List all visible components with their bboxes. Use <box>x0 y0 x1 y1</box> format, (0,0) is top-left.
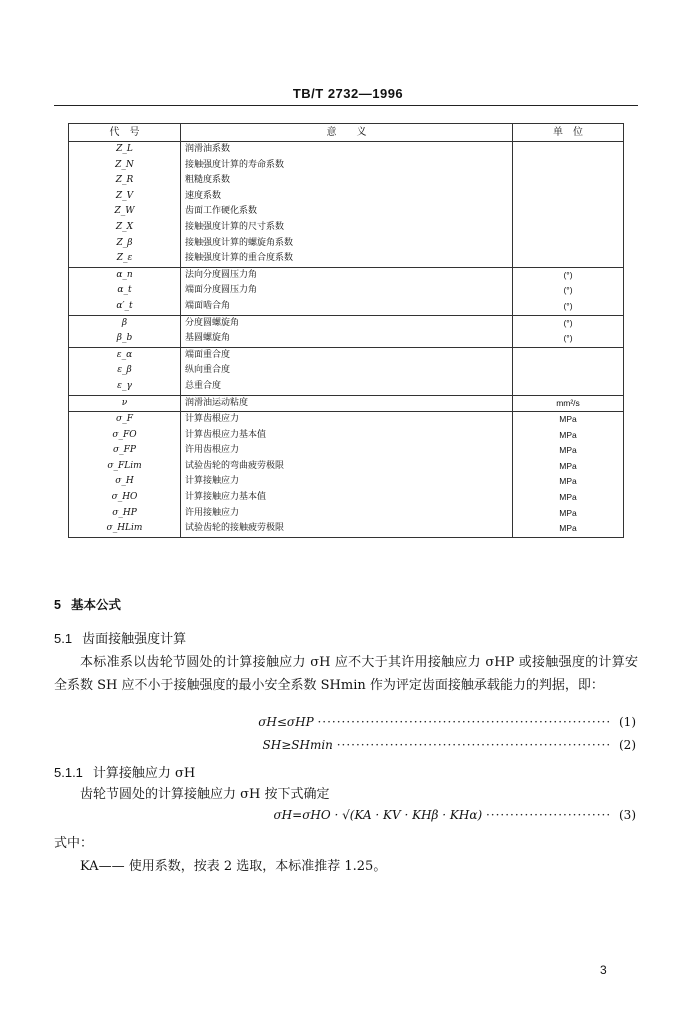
section-title: 计算接触应力 σH <box>92 766 196 781</box>
symbol-code: ε_β <box>69 363 181 379</box>
symbol-meaning: 总重合度 <box>181 379 513 395</box>
symbol-code: ε_γ <box>69 379 181 395</box>
table-row <box>69 521 624 537</box>
symbol-unit: MPa <box>513 412 624 428</box>
symbol-unit: MPa <box>513 459 624 475</box>
symbol-unit <box>513 142 624 158</box>
symbol-meaning: 试验齿轮的接触疲劳极限 <box>181 521 513 537</box>
symbol-meaning: 许用齿根应力 <box>181 443 513 459</box>
symbol-code: Z_X <box>69 220 181 236</box>
symbol-unit: MPa <box>513 521 624 537</box>
formula-2 <box>263 738 636 752</box>
symbol-code: α_n <box>69 267 181 283</box>
symbol-code: σ_HLim <box>69 521 181 537</box>
ka-definition: KA—— 使用系数，按表 2 选取，本标准推荐 1.25。 <box>80 859 387 874</box>
symbol-meaning: 许用接触应力 <box>181 506 513 522</box>
symbol-meaning: 接触强度计算的尺寸系数 <box>181 220 513 236</box>
symbol-meaning: 齿面工作硬化系数 <box>181 204 513 220</box>
symbol-meaning: 接触强度计算的重合度系数 <box>181 251 513 267</box>
symbol-code: σ_FP <box>69 443 181 459</box>
table-header-unit: 单 位 <box>513 124 624 142</box>
formula-1 <box>258 715 636 729</box>
document-header: TB/T 2732—1996 <box>292 86 404 101</box>
symbol-code: σ_HO <box>69 490 181 506</box>
symbol-unit <box>513 379 624 395</box>
formula-expression: σH=σHO · √(KA · KV · KHβ · KHα) <box>273 808 483 822</box>
table-row <box>69 236 624 252</box>
table-row <box>69 490 624 506</box>
page-number: 3 <box>600 963 607 977</box>
table-row <box>69 379 624 395</box>
table-header-meaning: 意 义 <box>181 124 513 142</box>
symbol-meaning: 润滑油运动粘度 <box>181 395 513 412</box>
symbol-code: Z_L <box>69 142 181 158</box>
section-number: 5.1.1 <box>54 765 83 780</box>
symbol-code: α_t <box>69 283 181 299</box>
table-row <box>69 189 624 205</box>
symbol-code: β <box>69 315 181 331</box>
symbol-meaning: 试验齿轮的弯曲疲劳极限 <box>181 459 513 475</box>
symbol-code: Z_ε <box>69 251 181 267</box>
section-title: 齿面接触强度计算 <box>82 632 187 647</box>
symbol-unit: MPa <box>513 474 624 490</box>
table-row <box>69 158 624 174</box>
symbol-meaning: 接触强度计算的寿命系数 <box>181 158 513 174</box>
formula-number: (1) <box>619 715 636 729</box>
section-5-heading <box>54 595 121 613</box>
table-row <box>69 267 624 283</box>
table-row <box>69 283 624 299</box>
symbol-unit <box>513 220 624 236</box>
symbol-meaning: 计算接触应力 <box>181 474 513 490</box>
section-number: 5.1 <box>54 631 73 646</box>
symbol-code: σ_F <box>69 412 181 428</box>
formula-3 <box>273 808 636 822</box>
formula-number: (3) <box>619 808 636 822</box>
table-row <box>69 204 624 220</box>
symbol-unit: MPa <box>513 443 624 459</box>
symbol-meaning: 端面啮合角 <box>181 299 513 315</box>
table-row <box>69 443 624 459</box>
symbol-code: σ_FO <box>69 428 181 444</box>
symbol-unit <box>513 189 624 205</box>
table-row <box>69 459 624 475</box>
formula-expression: SH≥SHmin <box>262 738 333 752</box>
table-row <box>69 347 624 363</box>
symbol-unit: mm²/s <box>513 395 624 412</box>
symbol-unit: (°) <box>513 315 624 331</box>
where-label: 式中： <box>54 836 94 851</box>
symbol-code: σ_FLim <box>69 459 181 475</box>
symbol-unit: (°) <box>513 283 624 299</box>
symbol-unit <box>513 158 624 174</box>
section-5-1-heading <box>54 628 186 647</box>
leader-dots: ························································· <box>336 738 612 752</box>
header-rule <box>54 105 638 106</box>
symbol-unit: (°) <box>513 267 624 283</box>
symbol-code: α′_t <box>69 299 181 315</box>
table-row <box>69 220 624 236</box>
symbol-code: ν <box>69 395 181 412</box>
symbol-code: Z_β <box>69 236 181 252</box>
symbol-meaning: 速度系数 <box>181 189 513 205</box>
table-row <box>69 506 624 522</box>
symbol-code: Z_V <box>69 189 181 205</box>
symbol-unit <box>513 236 624 252</box>
formula-expression: σH≤σHP <box>258 715 314 729</box>
symbol-code: Z_R <box>69 173 181 189</box>
symbol-code: σ_H <box>69 474 181 490</box>
symbol-unit <box>513 204 624 220</box>
section-number: 5 <box>54 598 61 612</box>
symbol-meaning: 基圆螺旋角 <box>181 331 513 347</box>
table-row <box>69 142 624 158</box>
symbol-unit <box>513 173 624 189</box>
symbol-code: β_b <box>69 331 181 347</box>
table-row <box>69 363 624 379</box>
table-row <box>69 331 624 347</box>
symbol-meaning: 计算齿根应力基本值 <box>181 428 513 444</box>
symbol-code: ε_α <box>69 347 181 363</box>
symbol-meaning: 纵向重合度 <box>181 363 513 379</box>
table-row <box>69 395 624 412</box>
leader-dots: ····························································· <box>317 715 612 729</box>
leader-dots: ·························· <box>485 808 612 822</box>
symbol-meaning: 端面重合度 <box>181 347 513 363</box>
symbol-unit: MPa <box>513 506 624 522</box>
symbol-meaning: 计算接触应力基本值 <box>181 490 513 506</box>
symbol-table <box>68 123 624 538</box>
symbol-meaning: 接触强度计算的螺旋角系数 <box>181 236 513 252</box>
symbol-unit: MPa <box>513 428 624 444</box>
section-5-1-paragraph: 本标准系以齿轮节圆处的计算接触应力 σH 应不大于其许用接触应力 σHP 或接触强度的计算安全系数 SH 应不小于接触强度的最小安全系数 SHmin 作为评定齿面接触承载能力的判据，即： <box>54 655 638 693</box>
symbol-unit <box>513 363 624 379</box>
symbol-meaning: 粗糙度系数 <box>181 173 513 189</box>
table-row <box>69 428 624 444</box>
symbol-unit <box>513 251 624 267</box>
table-row <box>69 173 624 189</box>
table-row <box>69 251 624 267</box>
section-5-1-1-heading <box>54 762 195 781</box>
symbol-meaning: 端面分度圆压力角 <box>181 283 513 299</box>
section-5-1-1-text: 齿轮节圆处的计算接触应力 σH 按下式确定 <box>80 787 330 802</box>
formula-number: (2) <box>619 738 636 752</box>
table-row <box>69 315 624 331</box>
symbol-unit: MPa <box>513 490 624 506</box>
symbol-code: Z_W <box>69 204 181 220</box>
table-header-code: 代 号 <box>69 124 181 142</box>
symbol-code: Z_N <box>69 158 181 174</box>
table-row <box>69 474 624 490</box>
symbol-unit: (°) <box>513 299 624 315</box>
symbol-code: σ_HP <box>69 506 181 522</box>
symbol-meaning: 法向分度圆压力角 <box>181 267 513 283</box>
table-row <box>69 412 624 428</box>
symbol-unit: (°) <box>513 331 624 347</box>
symbol-meaning: 润滑油系数 <box>181 142 513 158</box>
table-row <box>69 299 624 315</box>
section-title: 基本公式 <box>70 597 121 612</box>
symbol-meaning: 计算齿根应力 <box>181 412 513 428</box>
symbol-unit <box>513 347 624 363</box>
symbol-meaning: 分度圆螺旋角 <box>181 315 513 331</box>
